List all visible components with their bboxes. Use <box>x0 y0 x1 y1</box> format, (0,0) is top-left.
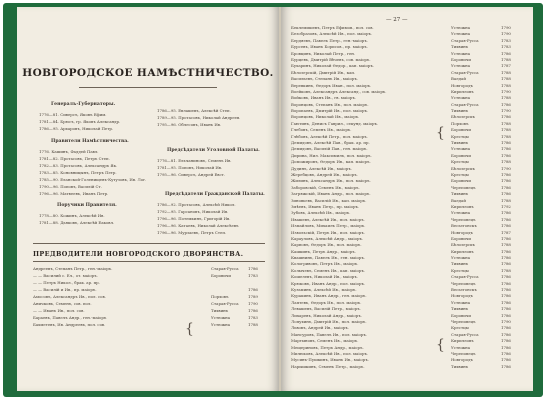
criminal-list-top <box>157 107 240 128</box>
register-year: 1786 <box>501 50 511 56</box>
register-place: Бѣлозерскъ <box>451 114 476 120</box>
ruler-line: 1783—85. Коновницынъ, Петръ Петр. <box>39 170 117 175</box>
register-year: 1786 <box>501 101 511 107</box>
register-place: Боровичи <box>451 178 471 184</box>
register-place: Крестцы <box>451 325 469 331</box>
register-name: Кологривовъ, Петръ Ив., маіоръ. <box>291 261 359 267</box>
register-year: 1788 <box>501 56 511 62</box>
register-name: Безобразовъ, Алексѣй Ив., пол. маіоръ. <box>291 31 373 37</box>
register-place: Череповецъ <box>451 318 476 324</box>
marshals-list <box>33 266 265 329</box>
register-place: Бѣлозерскъ <box>451 242 476 248</box>
register-name: Воропаевъ, Дмитрій Ив., пол. маіоръ. <box>291 108 369 114</box>
register-year: 1790 <box>501 318 511 324</box>
register-place: Кирилловъ <box>451 338 474 344</box>
criminal-line: 1786—95. Евлашевъ, Алексѣй Степ. <box>157 108 231 113</box>
register-name: Жилинъ, Александръ Ив., пол. маіоръ. <box>291 178 371 184</box>
register-place: Боровичи <box>451 56 471 62</box>
civil-list-top <box>157 157 232 178</box>
rulers-list <box>39 148 146 197</box>
marshal-row <box>33 280 265 287</box>
ruler-line: 1796—96. Матвеевъ, Иванъ Петр. <box>39 191 109 196</box>
register-year: 1786 <box>501 261 511 267</box>
book <box>3 3 543 397</box>
marshal-name: — — Василий с. Ел., от. маіоръ. <box>33 273 98 278</box>
register-place: Череповецъ <box>451 184 476 190</box>
ruler-line: 1790—96. Поповъ, Василій Ст. <box>39 184 102 189</box>
register-year: 1786 <box>501 216 511 222</box>
register-year: 1786 <box>501 274 511 280</box>
register-place: Кирилловъ <box>451 248 474 254</box>
register-name: Загряжскій, Иванъ Андр., пол. маіоръ. <box>291 191 371 197</box>
register-place: Устюжна <box>451 50 471 56</box>
register-year: 1788 <box>501 133 511 139</box>
register-name: Кошелевъ, Николай Ив., маіоръ. <box>291 274 358 280</box>
register-place: Устюжна <box>451 63 471 69</box>
marshal-place: Порховъ <box>211 294 229 299</box>
register-year: 1786 <box>501 325 511 331</box>
register-year: 1786 <box>501 210 511 216</box>
brace-mark: { <box>185 321 194 337</box>
marshals-rule-bottom <box>33 261 265 262</box>
register-place: Весьегонскъ <box>451 223 477 229</box>
register-place: Устюжна <box>451 344 471 350</box>
vice-line: 1778—80. Кожинъ, Алексѣй Ив. <box>39 213 105 218</box>
register-year: 1786 <box>501 357 511 363</box>
register-year: 1786 <box>501 350 511 356</box>
register-place: Новгородъ <box>451 82 474 88</box>
register-place: Тихвинъ <box>451 108 469 114</box>
register-place: Крестцы <box>451 159 469 165</box>
register-year: 1788 <box>501 197 511 203</box>
register-place: Бѣлозерскъ <box>451 165 476 171</box>
section-heading-vice: Поручики Правителя. <box>57 203 117 208</box>
register-year: 1786 <box>501 140 511 146</box>
register-name: Дудинъ, Алексѣй Ив., маіоръ. <box>291 165 352 171</box>
marshal-name: Бахметевъ, Ив. Андреевъ, пол. сов. <box>33 322 106 327</box>
register-year: 1786 <box>501 338 511 344</box>
register-name: Бердяевъ, Павелъ Петр., ген.-маіоръ. <box>291 37 369 43</box>
marshal-name: — — Иванъ Ив., пол. сов. <box>33 308 85 313</box>
register-year: 1786 <box>501 331 511 337</box>
register-year: 1788 <box>501 95 511 101</box>
marshal-place: Старая-Русса <box>211 266 239 271</box>
brace-mark: { <box>436 337 445 353</box>
register-name: Дирина, Нил. Максимилъ, пол. маіоръ. <box>291 152 372 158</box>
register-place: Новгородъ <box>451 229 474 235</box>
register-name: Змѣевъ, Иванъ Петр., пр. маіоръ. <box>291 203 360 209</box>
register-year: 1786 <box>501 152 511 158</box>
register-name: Нарышкинъ, Семенъ Петр., маіоръ. <box>291 363 365 369</box>
register-name: Мусинъ-Пушкинъ, Иванъ Ив., маіоръ. <box>291 357 369 363</box>
register-year: 1786 <box>501 344 511 350</box>
register-year: 1787 <box>501 63 511 69</box>
register-name: Кузьминъ, Алексѣй Ив., маіоръ. <box>291 287 357 293</box>
register-place: Крестцы <box>451 267 469 273</box>
register-name: Извольскій, Петръ Ив., пол. маіоръ. <box>291 229 365 235</box>
marshal-name: Бараевъ, Павелъ Андр., ген.-маіоръ <box>33 315 107 320</box>
marshal-year: 1788 <box>248 322 258 327</box>
marshals-heading: ПРЕДВОДИТЕЛИ НОВГОРОДСКОГО ДВОРЯНСТВА. <box>33 250 244 258</box>
register-place: Новгородъ <box>451 357 474 363</box>
register-list <box>291 25 521 370</box>
register-place: Устюжна <box>451 210 471 216</box>
register-name: Зубовъ, Алексѣй Ив., маіоръ. <box>291 210 351 216</box>
register-name: Заборовскій, Семенъ Ив., маіоръ. <box>291 184 360 190</box>
civil-list <box>157 201 239 236</box>
marshal-row <box>33 315 265 322</box>
register-place: Тихвинъ <box>451 140 469 146</box>
register-place: Тихвинъ <box>451 363 469 369</box>
marshal-name: Амосовъ, Александръ Ив., пол. сов. <box>33 294 106 299</box>
register-name: Карповъ, Ѳедоръ Ив., пол. маіоръ. <box>291 242 362 248</box>
register-name: Войковъ, Иванъ Ив., гв. маіоръ. <box>291 95 357 101</box>
marshal-year: 1783 <box>248 315 258 320</box>
civil-line: 1792—95. Гарсановъ, Николай Ив. <box>157 209 229 214</box>
marshal-name: — — Василій и Ив., пр. маіоръ. <box>33 287 97 292</box>
register-place: Боровичи <box>451 152 471 158</box>
register-place: Тихвинъ <box>451 306 469 312</box>
register-name: Лаптевъ, Ѳедоръ Ив., пол. маіоръ. <box>291 299 362 305</box>
register-year: 1786 <box>501 146 511 152</box>
register-year: 1788 <box>501 242 511 248</box>
register-place: Новгородъ <box>451 293 474 299</box>
register-place: Устюжна <box>451 146 471 152</box>
register-name: Львовъ, Андрей Ив., маіоръ. <box>291 325 350 331</box>
governors-list <box>39 111 120 132</box>
section-heading-civil: Предсѣдатели Гражданской Палаты. <box>165 192 265 197</box>
marshal-row <box>33 308 265 315</box>
register-place: Старая-Русса <box>451 69 479 75</box>
register-name: Глѣбовъ, Алексѣй Петр., пол. маіоръ. <box>291 133 368 139</box>
marshal-year: 1786 <box>248 266 258 271</box>
register-year: 1786 <box>501 299 511 305</box>
marshal-year: 1790 <box>248 301 258 306</box>
register-place: Весьегонскъ <box>451 287 477 293</box>
marshal-place: Боровичи <box>211 273 231 278</box>
register-name: Ивашевъ, Алексѣй Ив., пол. маіоръ. <box>291 216 365 222</box>
register-name: Лопухинъ, Дмитрій Ив., пол. маіоръ. <box>291 318 367 324</box>
register-year: 1788 <box>501 76 511 82</box>
register-year: 1786 <box>501 171 511 177</box>
register-place: Устюжна <box>451 31 471 37</box>
register-name: Бурцевъ, Дмитрій Вѣчевъ, сов. маіоръ. <box>291 56 371 62</box>
register-year: 1786 <box>501 312 511 318</box>
register-year: 1788 <box>501 127 511 133</box>
register-name: Мещериновъ, Петръ Андр., маіоръ. <box>291 344 364 350</box>
register-name: Бѣлозерскій, Дмитрій Ив., кап. <box>291 69 356 75</box>
register-year: 1783 <box>501 37 511 43</box>
register-year: 1790 <box>501 88 511 94</box>
register-place: Кирилловъ <box>451 203 474 209</box>
civil-line: 1795—96. Сиверсъ, Андрей Евст. <box>157 172 226 177</box>
marshal-row <box>33 273 265 280</box>
marshal-name: Андреевъ, Степанъ Петр., ген.-маіоръ. <box>33 266 113 271</box>
ruler-line: 1782—83. Протасовъ, Александръ Як. <box>39 163 118 168</box>
marshal-name: Аничковъ, Семенъ, сов. пол. <box>33 301 92 306</box>
register-name: Крюковъ, Иванъ Андр., пол. маіоръ. <box>291 280 366 286</box>
register-row <box>291 364 521 370</box>
register-year: 1788 <box>501 267 511 273</box>
register-year: 1790 <box>501 25 511 30</box>
register-year: 1786 <box>501 191 511 197</box>
register-place: Устюжна <box>451 25 471 30</box>
page-number: — 27 — <box>386 17 408 23</box>
register-year: 1788 <box>501 159 511 165</box>
register-name: Демидовъ, Алексѣй Пав., брак. ар. пр. <box>291 140 370 146</box>
register-year: 1786 <box>501 255 511 261</box>
register-place: Устюжна <box>451 255 471 261</box>
vice-list <box>39 212 114 226</box>
vice-line: 1781—88. Дьяковъ, Алексѣй Еаковл. <box>39 220 115 225</box>
register-year: 1786 <box>501 235 511 241</box>
register-year: 1788 <box>501 82 511 88</box>
register-year: 1786 <box>501 223 511 229</box>
register-year: 1786 <box>501 114 511 120</box>
marshal-name: — — Петръ Никол., брак. ар. пр. <box>33 280 100 285</box>
register-name: Гаютинъ, Денисъ Гаврил., секунд. маіоръ. <box>291 120 379 126</box>
register-year: 1783 <box>501 44 511 50</box>
civil-line: 1781—95. Поповъ, Николай Ив. <box>157 165 223 170</box>
register-name: Демидовъ, Василій Пав., ген. маіоръ. <box>291 146 368 152</box>
register-place: Старая-Русса <box>451 101 479 107</box>
governor-line: 1781—84. Брюсъ, гр. Яковъ Александр. <box>39 119 121 124</box>
register-place: Боровичи <box>451 127 471 133</box>
register-name: Васильевъ, Степанъ Ив., маіоръ. <box>291 76 359 82</box>
register-place: Боровичи <box>451 235 471 241</box>
register-year: 1787 <box>501 229 511 235</box>
register-name: Куракинъ, Иванъ Андр., ген. маіоръ. <box>291 293 367 299</box>
register-name: Колычевъ, Семенъ Ив., кап. маіоръ. <box>291 267 366 273</box>
register-place: Устюжна <box>451 299 471 305</box>
register-place: Валдай <box>451 197 466 203</box>
register-name: Бурсевъ, Иванъ Борисов., пр. маіоръ. <box>291 44 368 50</box>
register-name: Левашевъ, Василій Петр., маіоръ. <box>291 306 361 312</box>
page-title: НОВГОРОДСКОЕ НАМѢСТНИЧЕСТВО. <box>22 67 274 79</box>
register-place: Кирилловъ <box>451 88 474 94</box>
register-name: Беклемишевъ, Петръ Ефимов., пол. сов. <box>291 25 374 30</box>
register-name: Милюковъ, Алексѣй Ив., пол. маіоръ. <box>291 350 369 356</box>
register-place: Боровичи <box>451 312 471 318</box>
register-name: Лихаревъ, Николай Андр., маіоръ. <box>291 312 362 318</box>
criminal-line: 1789—95. Протасовъ, Николай Андреев. <box>157 115 241 120</box>
register-year: 1790 <box>501 165 511 171</box>
register-year: 1790 <box>501 108 511 114</box>
register-year: 1786 <box>501 293 511 299</box>
register-name: Квашнинъ, Павелъ Ив., ген. маіоръ. <box>291 255 366 261</box>
register-name: Жеребцовъ, Андрей Ив., маіоръ. <box>291 171 358 177</box>
register-year: 1786 <box>501 184 511 190</box>
register-year: 1792 <box>501 203 511 209</box>
register-place: Крестцы <box>451 133 469 139</box>
register-place: Череповецъ <box>451 350 476 356</box>
register-year: 1790 <box>501 31 511 37</box>
left-page <box>17 7 279 391</box>
ruler-line: 1785—90. Еланской-Голенищевъ-Кутузовъ, Ив. Лог. <box>39 177 147 182</box>
register-name: Воронцовъ, Николай Ив., маіоръ. <box>291 114 360 120</box>
register-place: Тихвинъ <box>451 44 469 50</box>
register-name: Мартыновъ, Семенъ Ив., маіоръ. <box>291 338 359 344</box>
marshal-place: Устюжна <box>211 315 231 320</box>
register-name: Веревкинъ, Ѳедоръ Иван., пол. маіоръ. <box>291 82 372 88</box>
civil-line: 1796—96. Катаевъ, Николай Алексѣевъ <box>157 223 239 228</box>
governor-line: 1786—95. Архаровъ, Николай Петр. <box>39 126 114 131</box>
section-heading-criminal: Предсѣдатели Уголовной Палаты. <box>167 148 260 153</box>
marshals-rule-top <box>33 243 265 244</box>
marshal-year: 1786 <box>248 287 258 292</box>
register-name: Мансуровъ, Павелъ Ив., пол. маіоръ. <box>291 331 368 337</box>
register-place: Старая-Русса <box>451 331 479 337</box>
marshal-row <box>33 301 265 308</box>
register-place: Старая-Русса <box>451 37 479 43</box>
register-year: 1788 <box>501 120 511 126</box>
civil-line: 1796—96. Мурзаевъ, Петръ Степ. <box>157 230 227 235</box>
register-year: 1786 <box>501 363 511 369</box>
section-heading-rulers: Правители Намѣстничества. <box>51 139 129 144</box>
marshal-year: 1783 <box>248 273 258 278</box>
title-rule <box>79 87 217 88</box>
register-year: 1786 <box>501 306 511 312</box>
section-heading-governors: Генералъ-Губернаторы. <box>51 102 116 107</box>
register-name: Глебовъ, Семенъ Ив., маіоръ. <box>291 127 352 133</box>
register-year: 1786 <box>501 248 511 254</box>
civil-line: 1776—81. Ельчаниновъ, Семенъ Ив. <box>157 158 232 163</box>
register-place: Валдай <box>451 76 466 82</box>
register-name: Воронцовъ, Степанъ Ив., пол. маіоръ. <box>291 101 369 107</box>
marshal-row <box>33 322 265 329</box>
governor-line: 1776—81. Сиверсъ, Яковъ Ефим. <box>39 112 107 117</box>
marshal-year: 1789 <box>248 294 258 299</box>
register-place: Тихвинъ <box>451 261 469 267</box>
ruler-line: 1776. Кашинъ, Фаддей Павл. <box>39 149 99 154</box>
register-place: Череповецъ <box>451 216 476 222</box>
civil-line: 1796—96. Потемкинъ, Григорій Ив. <box>157 216 231 221</box>
marshal-row <box>33 287 265 294</box>
register-name: Бухаринъ, Николай Ѳедор., кап. маіоръ. <box>291 63 375 69</box>
register-place: Тихвинъ <box>451 191 469 197</box>
register-year: 1786 <box>501 287 511 293</box>
register-year: 1786 <box>501 280 511 286</box>
register-place: Порховъ <box>451 120 469 126</box>
brace-mark: { <box>436 125 445 141</box>
register-name: Карауловъ, Алексѣй Андр., маіоръ. <box>291 235 364 241</box>
register-year: 1786 <box>501 178 511 184</box>
register-name: Кашкинъ, Петръ Андр., маіоръ. <box>291 248 356 254</box>
register-place: Череповецъ <box>451 280 476 286</box>
register-place: Крестцы <box>451 171 469 177</box>
marshal-row <box>33 294 265 301</box>
ruler-line: 1781—82. Протасовъ, Петръ Степ. <box>39 156 110 161</box>
civil-line: 1786—92. Протасовъ, Алексѣй Никол. <box>157 202 236 207</box>
marshal-year: 1786 <box>248 308 258 313</box>
criminal-line: 1795—96. Облесовъ, Иванъ Ив. <box>157 122 222 127</box>
marshal-row <box>33 266 265 273</box>
marshal-place: Устюжна <box>211 322 231 327</box>
register-place: Старая-Русса <box>451 274 479 280</box>
register-name: Бровцинъ, Николай Петр., ген. <box>291 50 356 56</box>
register-name: Измайловъ, Михаилъ Петр., маіоръ. <box>291 223 366 229</box>
register-name: Доможировъ, Ѳедоръ Ив., кап. маіоръ. <box>291 159 371 165</box>
register-place: Устюжна <box>451 95 471 101</box>
right-page <box>281 7 533 391</box>
register-name: Зиновьевъ, Василій Ив., кап. маіоръ. <box>291 197 367 203</box>
marshal-place: Тихвинъ <box>211 308 229 313</box>
register-name: Воейковъ, Александръ Александ., сов. маіоръ. <box>291 88 387 94</box>
register-year: 1788 <box>501 69 511 75</box>
marshal-place: Старая-Русса <box>211 301 239 306</box>
